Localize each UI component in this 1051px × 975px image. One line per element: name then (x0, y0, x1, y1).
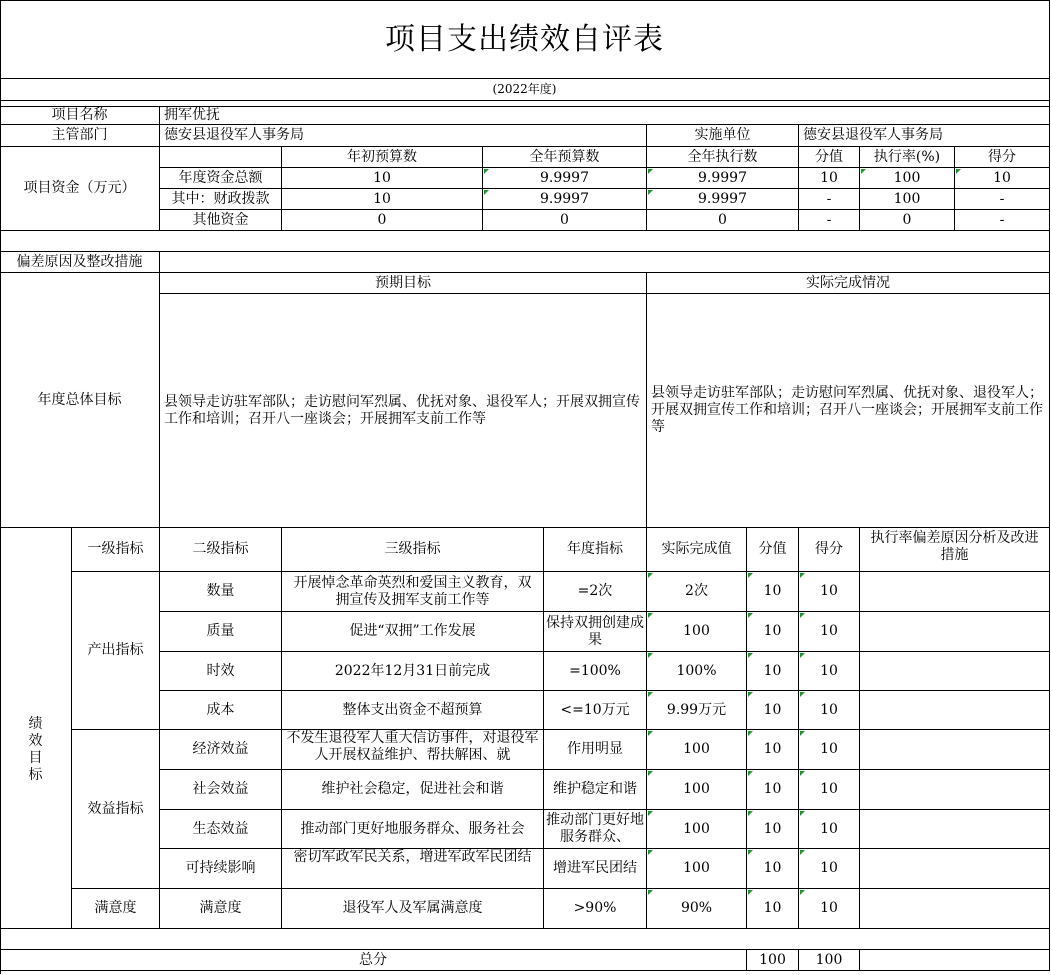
indicator-header: 实际完成值 (647, 528, 747, 572)
score-cell: 10 (747, 849, 799, 889)
actual-cell: 100 (647, 770, 747, 810)
funds-header: 得分 (955, 147, 1050, 168)
level2-cell: 时效 (160, 652, 282, 691)
total-label: 总分 (0, 950, 747, 971)
indicator-header: 执行率偏差原因分析及改进措施 (860, 528, 1050, 572)
actual-result-header: 实际完成情况 (647, 273, 1050, 294)
remark-cell (860, 810, 1050, 849)
got-cell: 10 (799, 691, 860, 730)
level3-cell: 促进“双拥”工作发展 (282, 612, 544, 652)
target-cell: 增进军民团结 (544, 849, 647, 889)
got-cell: 10 (799, 730, 860, 770)
score-cell: 10 (747, 652, 799, 691)
got-cell: 10 (799, 652, 860, 691)
page-title: 项目支出绩效自评表 (0, 0, 1050, 79)
level1-benefit: 效益指标 (72, 730, 160, 889)
fund-cell: - (955, 189, 1050, 210)
level3-cell: 维护社会稳定，促进社会和谐 (282, 770, 544, 810)
got-cell: 10 (799, 810, 860, 849)
got-cell: 10 (799, 572, 860, 612)
fund-cell: 0 (483, 210, 647, 231)
got-cell: 10 (799, 849, 860, 889)
funds-header: 年初预算数 (282, 147, 483, 168)
level1-satisfaction: 满意度 (72, 889, 160, 929)
fund-row-name: 其他资金 (160, 210, 282, 231)
dept-value: 德安县退役军人事务局 (160, 125, 647, 147)
deviation-value (160, 252, 1050, 273)
target-cell: 推动部门更好地服务群众、 (544, 810, 647, 849)
indicator-header: 三级指标 (282, 528, 544, 572)
target-cell: 保持双拥创建成果 (544, 612, 647, 652)
remark-cell (860, 691, 1050, 730)
indicator-header: 分值 (747, 528, 799, 572)
fund-cell: - (799, 210, 860, 231)
target-cell: 作用明显 (544, 730, 647, 770)
funds-header: 全年预算数 (483, 147, 647, 168)
level2-cell: 经济效益 (160, 730, 282, 770)
impl-unit-value: 德安县退役军人事务局 (799, 125, 1050, 147)
funds-label: 项目资金（万元） (0, 147, 160, 231)
funds-header-blank (160, 147, 282, 168)
remark-cell (860, 849, 1050, 889)
dept-label: 主管部门 (0, 125, 160, 147)
remark-cell (860, 572, 1050, 612)
got-cell: 10 (799, 889, 860, 929)
remark-cell (860, 612, 1050, 652)
level3-cell: 密切军政军民关系，增进军政军民团结 (282, 849, 544, 889)
fund-cell: 0 (860, 210, 955, 231)
remark-cell (860, 730, 1050, 770)
level3-cell: 不发生退役军人重大信访事件，对退役军人开展权益维护、帮扶解困、就 (282, 730, 544, 770)
funds-header: 分值 (799, 147, 860, 168)
fund-cell: 100 (860, 189, 955, 210)
remark-cell (860, 889, 1050, 929)
level3-cell: 退役军人及军属满意度 (282, 889, 544, 929)
fund-cell: 10 (282, 168, 483, 189)
impl-unit-label: 实施单位 (647, 125, 799, 147)
actual-cell: 100 (647, 810, 747, 849)
actual-cell: 100 (647, 612, 747, 652)
indicator-header: 年度指标 (544, 528, 647, 572)
actual-cell: 9.99万元 (647, 691, 747, 730)
deviation-label: 偏差原因及整改措施 (0, 252, 160, 273)
level2-cell: 生态效益 (160, 810, 282, 849)
year-label: (2022年度) (0, 79, 1050, 101)
fund-cell: 10 (282, 189, 483, 210)
score-cell: 10 (747, 612, 799, 652)
level2-cell: 可持续影响 (160, 849, 282, 889)
fund-cell: 9.9997 (647, 189, 799, 210)
actual-cell: 100 (647, 730, 747, 770)
fund-cell: 10 (799, 168, 860, 189)
level1-output: 产出指标 (72, 572, 160, 730)
level2-cell: 社会效益 (160, 770, 282, 810)
blank-row (0, 231, 1050, 252)
score-cell: 10 (747, 572, 799, 612)
level2-cell: 满意度 (160, 889, 282, 929)
target-cell: >90% (544, 889, 647, 929)
fund-row-name: 年度资金总额 (160, 168, 282, 189)
level2-cell: 成本 (160, 691, 282, 730)
target-cell: =2次 (544, 572, 647, 612)
expected-goal-text: 县领导走访驻军部队；走访慰问军烈属、优抚对象、退役军人；开展双拥宣传工作和培训；召开八一座谈会；开展拥军支前工作等 (160, 294, 647, 528)
total-blank (860, 950, 1050, 971)
expected-goal-header: 预期目标 (160, 273, 647, 294)
indicator-header: 得分 (799, 528, 860, 572)
score-cell: 10 (747, 691, 799, 730)
level3-cell: 推动部门更好地服务群众、服务社会 (282, 810, 544, 849)
funds-header: 全年执行数 (647, 147, 799, 168)
level3-cell: 开展悼念革命英烈和爱国主义教育，双拥宣传及拥军支前工作等 (282, 572, 544, 612)
actual-cell: 100% (647, 652, 747, 691)
actual-cell: 100 (647, 849, 747, 889)
fund-cell: 100 (860, 168, 955, 189)
score-cell: 10 (747, 810, 799, 849)
fund-cell: 9.9997 (647, 168, 799, 189)
target-cell: =100% (544, 652, 647, 691)
fund-cell: - (955, 210, 1050, 231)
got-cell: 10 (799, 770, 860, 810)
level2-cell: 质量 (160, 612, 282, 652)
actual-cell: 90% (647, 889, 747, 929)
total-got: 100 (799, 950, 860, 971)
blank-row (0, 929, 1050, 950)
indicator-header: 二级指标 (160, 528, 282, 572)
remark-cell (860, 770, 1050, 810)
fund-cell: 10 (955, 168, 1050, 189)
target-cell: <=10万元 (544, 691, 647, 730)
score-cell: 10 (747, 889, 799, 929)
fund-cell: 9.9997 (483, 189, 647, 210)
score-cell: 10 (747, 770, 799, 810)
level3-cell: 整体支出资金不超预算 (282, 691, 544, 730)
annual-goal-label: 年度总体目标 (0, 273, 160, 528)
performance-target-label: 绩效目标 (0, 572, 72, 929)
level3-cell: 2022年12月31日前完成 (282, 652, 544, 691)
level2-cell: 数量 (160, 572, 282, 612)
funds-header: 执行率(%) (860, 147, 955, 168)
fund-cell: - (799, 189, 860, 210)
target-cell: 维护稳定和谐 (544, 770, 647, 810)
total-score: 100 (747, 950, 799, 971)
fund-cell: 0 (282, 210, 483, 231)
project-name-value: 拥军优抚 (160, 107, 1050, 125)
actual-result-text: 县领导走访驻军部队；走访慰问军烈属、优抚对象、退役军人；开展双拥宣传工作和培训；召开八一座谈会；开展拥军支前工作等 (647, 294, 1050, 528)
project-name-label: 项目名称 (0, 107, 160, 125)
fund-row-name: 其中：财政拨款 (160, 189, 282, 210)
indicator-corner (0, 528, 72, 572)
fund-cell: 0 (647, 210, 799, 231)
fund-cell: 9.9997 (483, 168, 647, 189)
indicator-header: 一级指标 (72, 528, 160, 572)
actual-cell: 2次 (647, 572, 747, 612)
remark-cell (860, 652, 1050, 691)
score-cell: 10 (747, 730, 799, 770)
got-cell: 10 (799, 612, 860, 652)
